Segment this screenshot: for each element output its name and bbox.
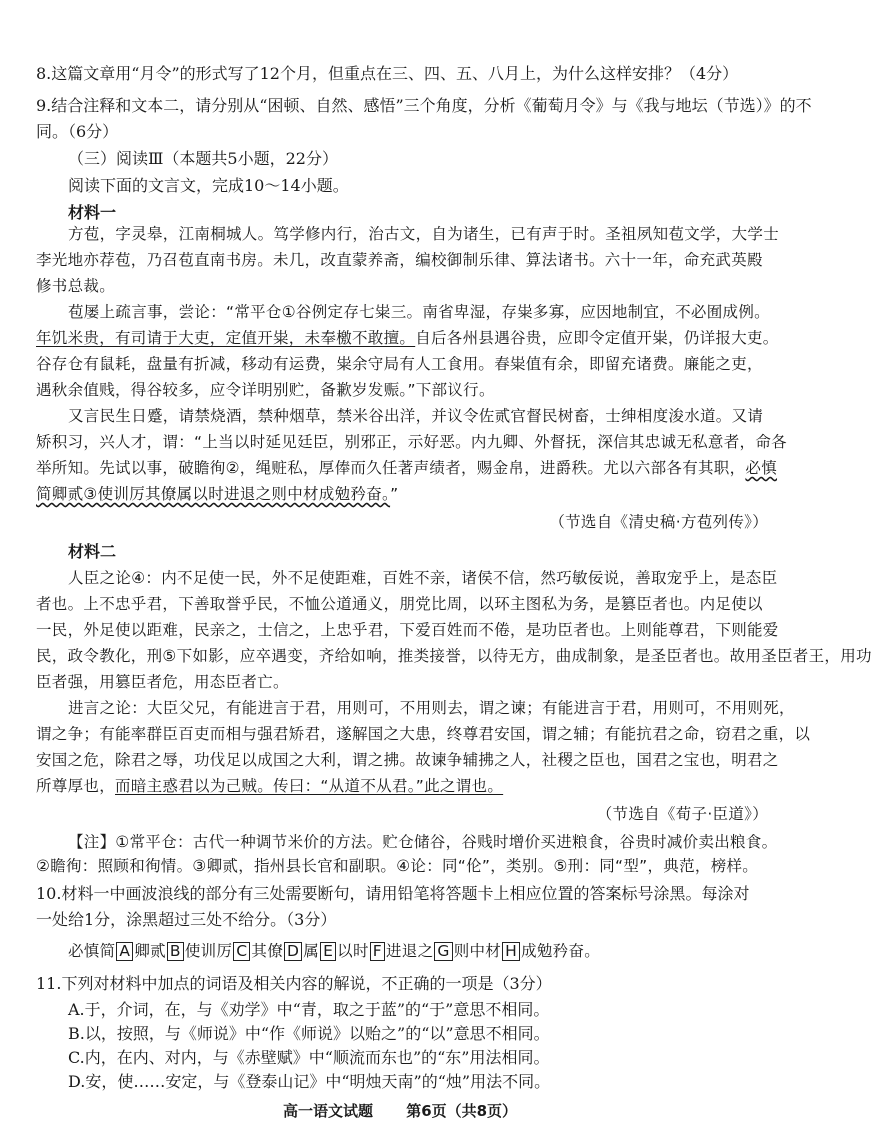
option-box-a[interactable]: A xyxy=(116,942,133,961)
material-1-line: 遇秋余值贱，得谷较多，应令详明别贮，备歉岁发赈。”下部议行。 xyxy=(36,381,495,399)
question-11-option-c: C.内，在内、对内，与《赤壁赋》中“顺流而东也”的“东”用法相同。 xyxy=(68,1048,550,1067)
passage-fragment: 进退之 xyxy=(385,942,434,960)
question-11-option-a: A.于，介词，在，与《劝学》中“青，取之于蓝”的“于”意思不相同。 xyxy=(68,1000,550,1019)
material-1-line: 矫积习，兴人才，谓：“上当以时延见廷臣，别邪正，示好恶。内九卿、外督抚，深信其忠诚无私意者，命各 xyxy=(36,433,787,451)
material-2-line: 民，政令教化，刑⑤下如影，应卒遇变，齐给如响，推类接誉，以待无方，曲成制象，是圣臣者也。故用圣臣者王，用功 xyxy=(36,647,872,665)
reading-instruction: 阅读下面的文言文，完成10～14小题。 xyxy=(68,176,349,195)
option-box-c[interactable]: C xyxy=(233,942,250,961)
material-1-line: 李光地亦荐苞，乃召苞直南书房。未几，改直蒙养斋，编校御制乐律、算法诸书。六十一年，命充武英殿 xyxy=(36,251,763,269)
page-footer xyxy=(0,1100,800,1121)
material-2-source: （节选自《荀子·臣道》） xyxy=(596,805,768,823)
question-10-options xyxy=(68,940,800,962)
material-1-line: 谷存仓有鼠耗，盘量有折减，移动有运费，粜余守局有人工食用。春粜值有余，即留充诸费。廉能之吏， xyxy=(36,355,763,373)
option-box-g[interactable]: G xyxy=(434,942,452,961)
passage-fragment: 必慎简 xyxy=(68,942,116,960)
material-2-line: 者也。上不忠乎君，下善取誉乎民，不恤公道通义，朋党比周，以环主图私为务，是篡臣者也。内足使以 xyxy=(36,595,763,613)
passage-fragment: 成勉矜奋。 xyxy=(521,942,601,960)
passage-fragment: 以时 xyxy=(337,942,369,960)
material-1-line: 举所知。先试以事，破瞻徇②，绳赃私，厚俸而久任著声绩者，赐金帛，进爵秩。尤以六部各有其职，必慎 xyxy=(36,459,778,477)
section-3-heading: （三）阅读Ⅲ（本题共5小题，22分） xyxy=(68,149,338,168)
passage-fragment: 属 xyxy=(303,942,320,960)
question-10-line1: 10.材料一中画波浪线的部分有三处需要断句，请用铅笔将答题卡上相应位置的答案标号涂黑。每涂对 xyxy=(36,884,750,903)
question-11: 11.下列对材料中加点的词语及相关内容的解说，不正确的一项是（3分） xyxy=(36,974,552,993)
footer-page-number: 第6页（共8页） xyxy=(406,1102,518,1120)
question-11-option-b: B.以，按照，与《师说》中“作《师说》以贻之”的“以”意思不相同。 xyxy=(68,1024,550,1043)
material-1-line: 简卿贰③使训厉其僚属以时进退之则中材成勉矜奋。” xyxy=(36,485,399,503)
question-10-line2: 一处给1分，涂黑超过三处不给分。（3分） xyxy=(36,910,337,929)
wavy-underlined-passage: 必慎 xyxy=(745,459,778,477)
option-box-e[interactable]: E xyxy=(320,942,336,961)
option-box-b[interactable]: B xyxy=(167,942,184,961)
underlined-sentence: 年饥米贵，有司请于大吏，定值开粜，未奉檄不敢擅。 xyxy=(36,329,416,347)
passage-fragment: 则中材 xyxy=(453,942,502,960)
material-1-line: 方苞，字灵皋，江南桐城人。笃学修内行，治古文，自为诸生，已有声于时。圣祖夙知苞文学，大学士 xyxy=(68,225,780,243)
material-1-line: 年饥米贵，有司请于大吏，定值开粜，未奉檄不敢擅。自后各州县遇谷贵，应即令定值开粜，仍详报大吏。 xyxy=(36,329,779,347)
material-2-line: 谓之争；有能率群臣百吏而相与强君矫君，遂解国之大患，终尊君安国，谓之辅；有能抗君之命，窃君之重，以 xyxy=(36,725,811,743)
question-9-line1: 9.结合注释和文本二，请分别从“困顿、自然、感悟”三个角度，分析《葡萄月令》与《我与地坛（节选）》的不 xyxy=(36,96,812,115)
passage-fragment: 其僚 xyxy=(251,942,283,960)
material-2-line: 所尊厚也，而暗主惑君以为己贼。传曰：“从道不从君。”此之谓也。 xyxy=(36,777,504,795)
underlined-sentence: 而暗主惑君以为己贼。传曰：“从道不从君。”此之谓也。 xyxy=(115,777,504,795)
passage-fragment: 卿贰 xyxy=(134,942,166,960)
material-2-title: 材料二 xyxy=(68,542,117,561)
question-9-line2: 同。（6分） xyxy=(36,122,119,141)
material-2-line: 安国之危，除君之辱，功伐足以成国之大利，谓之拂。故谏争辅拂之人，社稷之臣也，国君之宝也，明君之 xyxy=(36,751,779,769)
question-11-option-d: D.安，使……安定，与《登泰山记》中“明烛天南”的“烛”用法不同。 xyxy=(68,1072,551,1091)
passage-fragment: 使训厉 xyxy=(184,942,233,960)
option-box-f[interactable]: F xyxy=(370,942,385,961)
footer-subject: 高一语文试题 xyxy=(282,1102,373,1120)
wavy-underlined-passage: 简卿贰③使训厉其僚属以时进退之则中材成勉矜奋。 xyxy=(36,485,391,503)
material-2-line: 臣者强，用篡臣者危，用态臣者亡。 xyxy=(36,673,289,691)
option-box-h[interactable]: H xyxy=(502,942,520,961)
question-8: 8.这篇文章用“月令”的形式写了12个月，但重点在三、四、五、八月上，为什么这样安排？（4分） xyxy=(36,64,739,83)
note-line-2: ②瞻徇：照顾和徇情。③卿贰，指州县长官和副职。④论：同“伦”，类别。⑤刑：同“型”，典范，榜样。 xyxy=(36,857,759,875)
material-2-line: 进言之论：大臣父兄，有能进言于君，用则可，不用则去，谓之谏；有能进言于君，用则可，不用则死， xyxy=(68,699,795,717)
material-1-source: （节选自《清史稿·方苞列传》） xyxy=(549,513,768,531)
material-1-line: 修书总裁。 xyxy=(36,277,116,295)
material-1-line: 苞屡上疏言事，尝论：“常平仓①谷例定存七粜三。南省卑湿，存粜多寡，应因地制宜，不必囿成例。 xyxy=(68,303,770,321)
material-1-line: 又言民生日蹙，请禁烧酒，禁种烟草，禁米谷出洋，并议令佐贰官督民树畜，士绅相度浚水道。又请 xyxy=(68,407,764,425)
material-2-line: 一民，外足使以距难，民亲之，士信之，上忠乎君，下爱百姓而不倦，是功臣者也。上则能尊君，下则能爱 xyxy=(36,621,779,639)
material-1-title: 材料一 xyxy=(68,203,117,222)
option-box-d[interactable]: D xyxy=(284,942,302,961)
material-2-line: 人臣之论④：内不足使一民，外不足使距难，百姓不亲，诸侯不信，然巧敏佞说，善取宠乎上，是态臣 xyxy=(68,569,778,587)
note-line-1: 【注】①常平仓：古代一种调节米价的方法。贮仓储谷，谷贱时增价买进粮食，谷贵时减价卖出粮食。 xyxy=(68,833,778,851)
